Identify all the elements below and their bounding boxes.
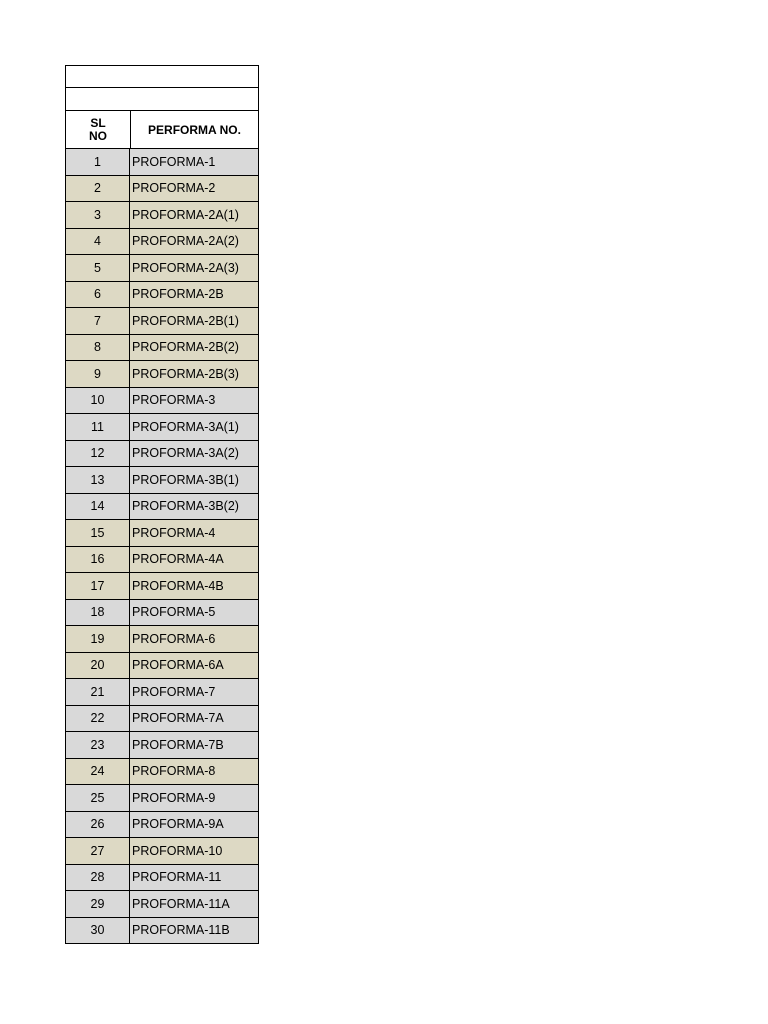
table-row [65, 255, 259, 282]
table-row [65, 838, 259, 865]
table-row [65, 679, 259, 706]
proforma-name-cell[interactable]: PROFORMA-4A [132, 552, 224, 567]
table-row [65, 653, 259, 680]
table-row [65, 176, 259, 203]
table-row [65, 149, 259, 176]
sl-no-cell[interactable]: 30 [66, 918, 130, 944]
sl-no-cell[interactable]: 23 [66, 732, 130, 758]
table-row [65, 361, 259, 388]
sl-no-cell[interactable]: 27 [66, 838, 130, 864]
sl-no-cell[interactable]: 13 [66, 467, 130, 493]
table-row [65, 308, 259, 335]
table-row [65, 441, 259, 468]
sl-no-cell[interactable]: 20 [66, 653, 130, 679]
sl-no-cell[interactable]: 29 [66, 891, 130, 917]
proforma-name-cell[interactable]: PROFORMA-3A(2) [132, 446, 239, 461]
proforma-name-cell[interactable]: PROFORMA-4B [132, 578, 224, 593]
proforma-name-cell[interactable]: PROFORMA-11B [132, 923, 230, 938]
table-row [65, 388, 259, 415]
sl-no-cell[interactable]: 28 [66, 865, 130, 891]
proforma-name-cell[interactable]: PROFORMA-6 [132, 631, 216, 646]
blank-title-row-2[interactable] [65, 88, 259, 111]
sl-no-cell[interactable]: 26 [66, 812, 130, 838]
proforma-name-cell[interactable]: PROFORMA-4 [132, 525, 216, 540]
proforma-name-cell[interactable]: PROFORMA-11 [132, 870, 222, 885]
table-row [65, 759, 259, 786]
table-row [65, 202, 259, 229]
proforma-name-cell[interactable]: PROFORMA-10 [132, 843, 223, 858]
sl-no-cell[interactable]: 22 [66, 706, 130, 732]
table-row [65, 732, 259, 759]
proforma-name-cell[interactable]: PROFORMA-2A(3) [132, 260, 239, 275]
proforma-name-cell[interactable]: PROFORMA-8 [132, 764, 216, 779]
sl-no-cell[interactable]: 15 [66, 520, 130, 546]
sl-no-cell[interactable]: 6 [66, 282, 130, 308]
table-row [65, 335, 259, 362]
sl-no-cell[interactable]: 5 [66, 255, 130, 281]
table-row [65, 865, 259, 892]
proforma-name-cell[interactable]: PROFORMA-2B(1) [132, 313, 239, 328]
table-row [65, 494, 259, 521]
proforma-name-cell[interactable]: PROFORMA-5 [132, 605, 216, 620]
proforma-name-cell[interactable]: PROFORMA-2B(2) [132, 340, 239, 355]
blank-title-row-1[interactable] [65, 65, 259, 88]
proforma-name-cell[interactable]: PROFORMA-3B(1) [132, 472, 239, 487]
proforma-name-cell[interactable]: PROFORMA-2A(2) [132, 234, 239, 249]
header-sl-no[interactable]: SL NO [66, 111, 131, 148]
proforma-name-cell[interactable]: PROFORMA-2B(3) [132, 366, 239, 381]
table-row [65, 626, 259, 653]
sl-no-cell[interactable]: 18 [66, 600, 130, 626]
table-row [65, 282, 259, 309]
proforma-name-cell[interactable]: PROFORMA-2 [132, 181, 216, 196]
sl-no-cell[interactable]: 12 [66, 441, 130, 467]
proforma-name-cell[interactable]: PROFORMA-7A [132, 711, 224, 726]
table-row [65, 573, 259, 600]
proforma-name-cell[interactable]: PROFORMA-9A [132, 817, 224, 832]
proforma-name-cell[interactable]: PROFORMA-1 [132, 154, 216, 169]
sl-no-cell[interactable]: 10 [66, 388, 130, 414]
table-row [65, 891, 259, 918]
proforma-name-cell[interactable]: PROFORMA-9 [132, 790, 216, 805]
table-row [65, 414, 259, 441]
proforma-name-cell[interactable]: PROFORMA-6A [132, 658, 224, 673]
sl-no-cell[interactable]: 11 [66, 414, 130, 440]
table-row [65, 547, 259, 574]
sl-no-cell[interactable]: 2 [66, 176, 130, 202]
table-row [65, 520, 259, 547]
proforma-name-cell[interactable]: PROFORMA-3A(1) [132, 419, 239, 434]
table-row [65, 918, 259, 945]
sl-no-cell[interactable]: 4 [66, 229, 130, 255]
proforma-name-cell[interactable]: PROFORMA-2B [132, 287, 224, 302]
table-body [65, 149, 259, 944]
table-row [65, 229, 259, 256]
sl-no-cell[interactable]: 25 [66, 785, 130, 811]
sl-no-cell[interactable]: 19 [66, 626, 130, 652]
sl-no-cell[interactable]: 9 [66, 361, 130, 387]
proforma-name-cell[interactable]: PROFORMA-2A(1) [132, 207, 239, 222]
sl-no-cell[interactable]: 8 [66, 335, 130, 361]
table-header [65, 111, 259, 149]
table-row [65, 785, 259, 812]
proforma-name-cell[interactable]: PROFORMA-3 [132, 393, 216, 408]
sl-no-cell[interactable]: 17 [66, 573, 130, 599]
table-row [65, 706, 259, 733]
table-row [65, 812, 259, 839]
table-row [65, 600, 259, 627]
sl-no-cell[interactable]: 3 [66, 202, 130, 228]
proforma-name-cell[interactable]: PROFORMA-7B [132, 737, 224, 752]
sl-no-cell[interactable]: 7 [66, 308, 130, 334]
proforma-name-cell[interactable]: PROFORMA-11A [132, 896, 230, 911]
sl-no-cell[interactable]: 1 [66, 149, 130, 175]
proforma-table [65, 65, 259, 944]
sl-no-cell[interactable]: 24 [66, 759, 130, 785]
proforma-name-cell[interactable]: PROFORMA-3B(2) [132, 499, 239, 514]
sl-no-cell[interactable]: 16 [66, 547, 130, 573]
proforma-name-cell[interactable]: PROFORMA-7 [132, 684, 216, 699]
sl-no-cell[interactable]: 14 [66, 494, 130, 520]
header-performa-no[interactable]: PERFORMA NO. [148, 122, 241, 137]
table-row [65, 467, 259, 494]
sl-no-cell[interactable]: 21 [66, 679, 130, 705]
